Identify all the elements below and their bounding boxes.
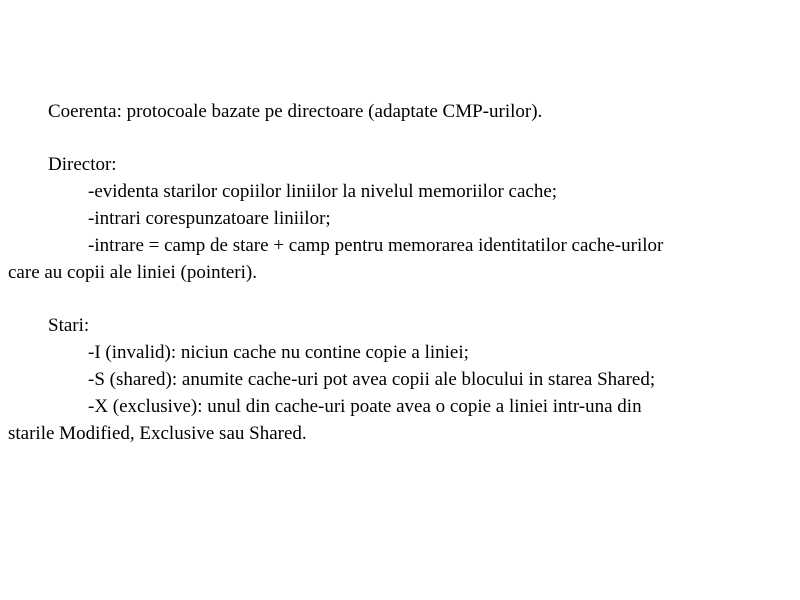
state-item-exclusive-continued: starile Modified, Exclusive sau Shared.: [8, 423, 307, 444]
state-item-exclusive: -X (exclusive): unul din cache-uri poate avea o copie a liniei intr-una din: [88, 396, 642, 417]
director-heading: Director:: [48, 154, 117, 175]
director-item-cache-state-tracking: -evidenta starilor copiilor liniilor la nivelul memoriilor cache;: [88, 181, 558, 202]
coherence-paragraph: Coerenta: protocoale bazate pe directoare (adaptate CMP-urilor).: [48, 101, 543, 122]
director-item-line-entries: -intrari corespunzatoare liniilor;: [88, 208, 331, 229]
state-item-shared: -S (shared): anumite cache-uri pot avea copii ale blocului in starea Shared;: [88, 369, 656, 390]
director-item-entry-definition: -intrare = camp de stare + camp pentru memorarea identitatilor cache-urilor: [88, 235, 664, 256]
states-heading: Stari:: [48, 315, 90, 336]
state-item-invalid: -I (invalid): niciun cache nu contine copie a liniei;: [88, 342, 469, 363]
director-item-entry-definition-continued: care au copii ale liniei (pointeri).: [8, 262, 257, 283]
